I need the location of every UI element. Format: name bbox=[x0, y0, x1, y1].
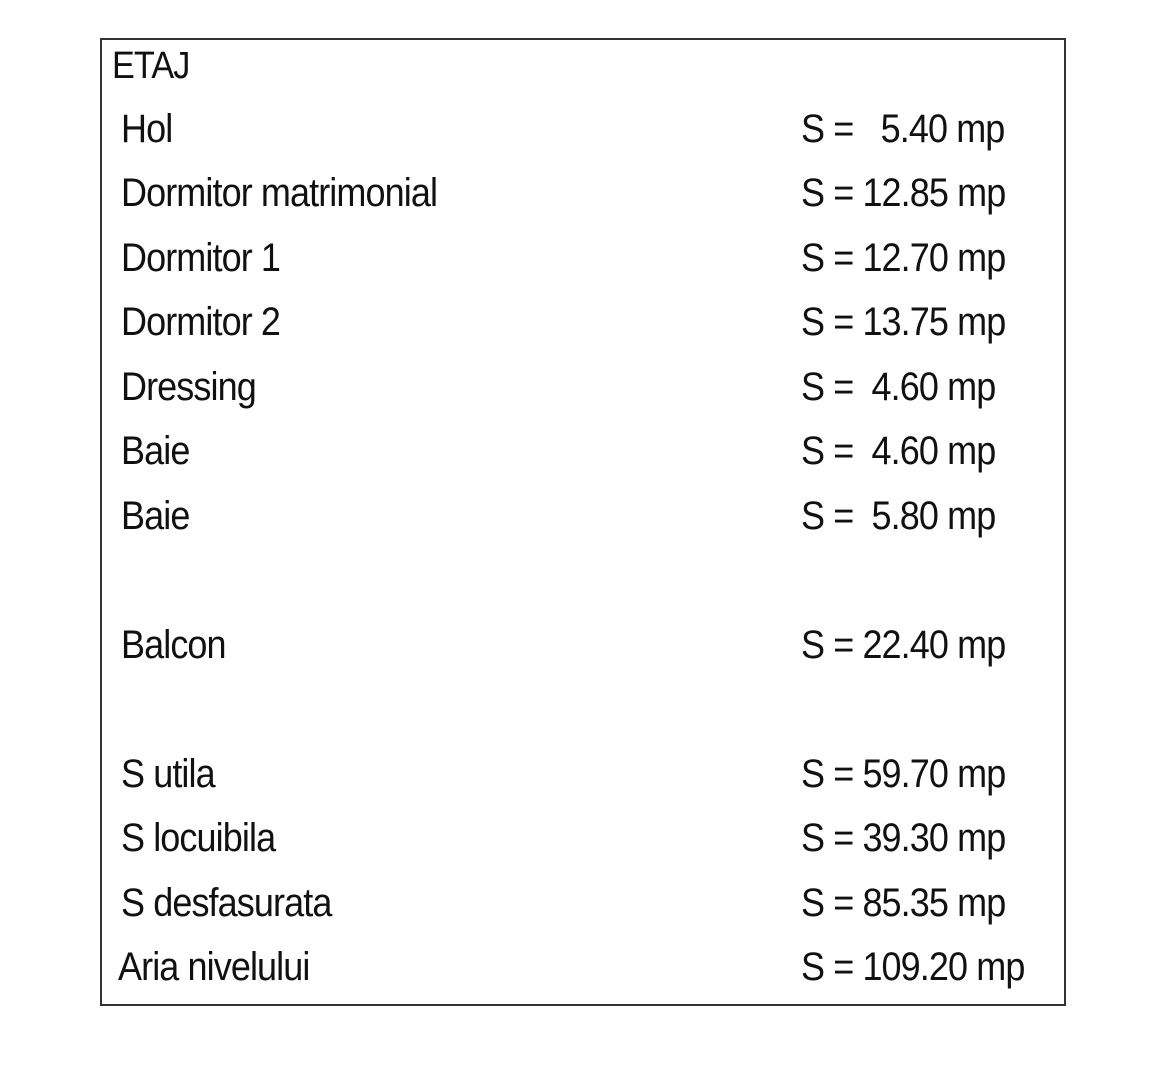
room-row bbox=[0, 233, 1166, 283]
balcony-area: S = 22.40 mp bbox=[801, 623, 1006, 667]
room-row bbox=[0, 168, 1166, 218]
room-row bbox=[0, 297, 1166, 347]
room-row bbox=[0, 426, 1166, 476]
balcony-row bbox=[0, 620, 1166, 670]
floor-heading: ETAJ bbox=[112, 45, 190, 87]
room-name: Baie bbox=[121, 494, 190, 538]
total-row bbox=[0, 878, 1166, 928]
room-row bbox=[0, 362, 1166, 412]
room-row bbox=[0, 491, 1166, 541]
room-name: Dressing bbox=[121, 365, 256, 409]
room-name: Hol bbox=[121, 107, 173, 151]
room-area: S = 4.60 mp bbox=[801, 429, 996, 473]
total-name: S locuibila bbox=[121, 816, 276, 860]
total-name: S desfasurata bbox=[121, 881, 332, 925]
room-area: S = 13.75 mp bbox=[801, 300, 1006, 344]
total-area: S = 109.20 mp bbox=[801, 945, 1025, 989]
room-area: S = 4.60 mp bbox=[801, 365, 996, 409]
room-name: Dormitor 1 bbox=[121, 236, 281, 280]
total-name: S utila bbox=[121, 752, 215, 796]
total-area: S = 39.30 mp bbox=[801, 816, 1006, 860]
total-name: Aria nivelului bbox=[118, 945, 310, 989]
room-row bbox=[0, 104, 1166, 154]
room-name: Dormitor 2 bbox=[121, 300, 281, 344]
total-row bbox=[0, 749, 1166, 799]
balcony-name: Balcon bbox=[121, 623, 226, 667]
room-area: S = 12.85 mp bbox=[801, 171, 1006, 215]
room-area: S = 5.40 mp bbox=[801, 107, 1005, 151]
room-area: S = 12.70 mp bbox=[801, 236, 1006, 280]
total-row bbox=[0, 813, 1166, 863]
total-row bbox=[0, 942, 1166, 992]
total-area: S = 85.35 mp bbox=[801, 881, 1006, 925]
room-area: S = 5.80 mp bbox=[801, 494, 996, 538]
total-area: S = 59.70 mp bbox=[801, 752, 1006, 796]
room-name: Baie bbox=[121, 429, 190, 473]
room-name: Dormitor matrimonial bbox=[121, 171, 438, 215]
